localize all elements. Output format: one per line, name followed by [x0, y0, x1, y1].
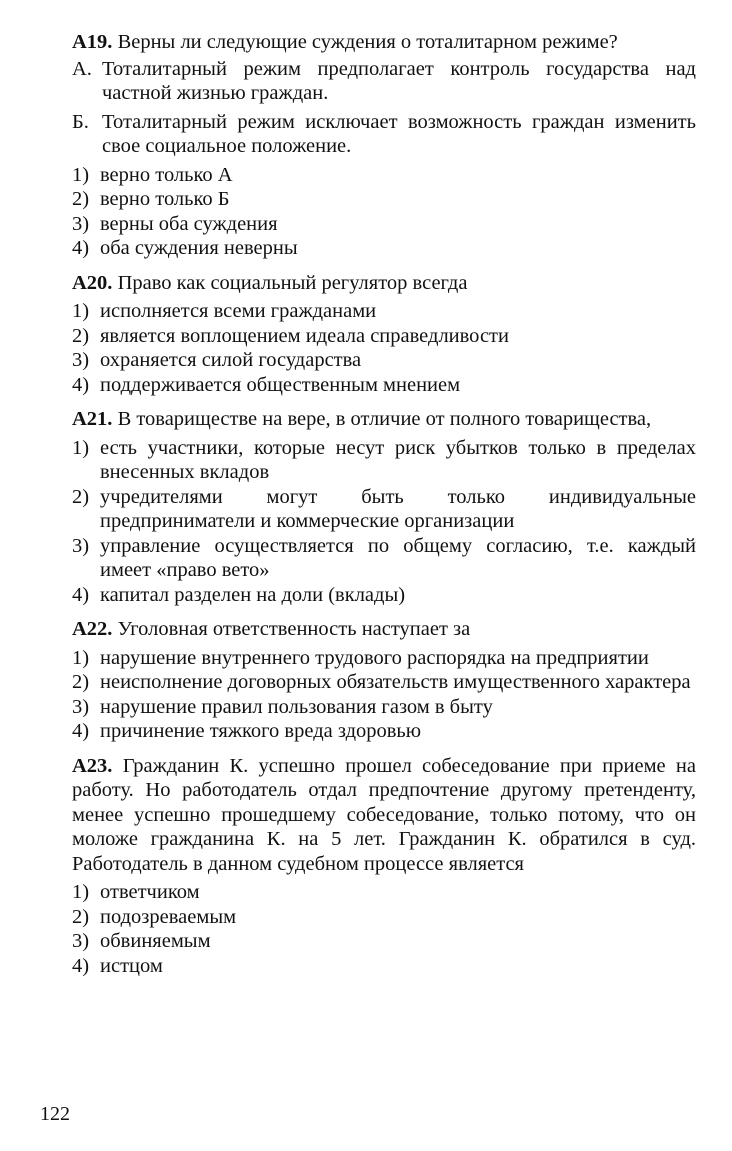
- answer-option[interactable]: 3) нарушение правил пользования газом в быту: [72, 695, 493, 718]
- question-number: А20.: [72, 271, 113, 294]
- answer-option[interactable]: 2) является воплощением идеала справедливости: [72, 324, 509, 347]
- answer-option[interactable]: 4) истцом: [72, 954, 163, 977]
- page-number: 122: [40, 1103, 70, 1125]
- statement-text: Тоталитарный режим предполагает контроль государства над частной жизнью граждан.: [102, 57, 696, 104]
- answer-option[interactable]: 1) нарушение внутреннего трудового распорядка на предприятии: [72, 646, 649, 669]
- page-content: [72, 30, 696, 988]
- question-number: А23.: [72, 754, 113, 777]
- answer-options: [72, 163, 696, 261]
- answer-options: [72, 880, 696, 978]
- answer-option[interactable]: 3) управление осуществляется по общему согласию, т.е. каждый имеет «право вето»: [72, 534, 696, 581]
- answer-option[interactable]: 4) капитал разделен на доли (вклады): [72, 583, 406, 606]
- question-number: А19.: [72, 31, 113, 53]
- answer-option[interactable]: 4) оба суждения неверны: [72, 237, 298, 259]
- answer-option[interactable]: 1) есть участники, которые несут риск убытков только в пределах внесенных вкладов: [72, 436, 696, 483]
- answer-option[interactable]: 4) поддерживается общественным мнением: [72, 373, 461, 396]
- statement-a: [72, 57, 696, 106]
- question-text: А21. В товариществе на вере, в отличие от полного товарищества,: [72, 408, 652, 430]
- statement-text: Тоталитарный режим исключает возможность граждан изменить свое социальное положение.: [102, 110, 696, 157]
- question-number: А21.: [72, 408, 113, 430]
- question-text: А22. Уголовная ответственность наступает за: [72, 618, 471, 640]
- answer-options: [72, 646, 696, 744]
- question-text: А20. Право как социальный регулятор всегда: [72, 271, 468, 294]
- answer-option[interactable]: 2) неисполнение договорных обязательств имущественного характера: [72, 671, 691, 693]
- question-a21: [72, 407, 696, 607]
- answer-option[interactable]: 1) верно только А: [72, 163, 233, 186]
- answer-option[interactable]: 2) учредителями могут быть только индивидуальные предприниматели и коммерческие организации: [72, 485, 696, 532]
- answer-options: [72, 299, 696, 397]
- answer-option[interactable]: 3) верны оба суждения: [72, 212, 278, 235]
- answer-option[interactable]: 3) охраняется силой государства: [72, 349, 362, 371]
- question-text: А19. Верны ли следующие суждения о тоталитарном режиме?: [72, 31, 618, 53]
- statement-label: А.: [72, 57, 92, 80]
- question-a19: [72, 30, 696, 261]
- question-number: А22.: [72, 618, 113, 640]
- question-a20: [72, 271, 696, 398]
- statement-b: [72, 110, 696, 159]
- question-a22: [72, 617, 696, 744]
- answer-option[interactable]: 2) подозреваемым: [72, 905, 237, 928]
- answer-option[interactable]: 4) причинение тяжкого вреда здоровью: [72, 720, 422, 742]
- answer-options: [72, 436, 696, 608]
- answer-option[interactable]: 2) верно только Б: [72, 188, 230, 210]
- answer-option[interactable]: 1) исполняется всеми гражданами: [72, 300, 377, 322]
- question-a23: [72, 754, 696, 979]
- statement-label: Б.: [72, 110, 89, 133]
- question-text: А23. Гражданин К. успешно прошел собеседование при приеме на работу. Но работодатель отдал предпочтение другому претенденту, менее успешно прошедшему собеседование, только потому, что он моложе гражданина К. на 5 лет. Гражданин К. обратился в суд. Работодатель в данном судебном процессе является: [72, 754, 696, 875]
- answer-option[interactable]: 1) ответчиком: [72, 881, 200, 903]
- answer-option[interactable]: 3) обвиняемым: [72, 930, 211, 952]
